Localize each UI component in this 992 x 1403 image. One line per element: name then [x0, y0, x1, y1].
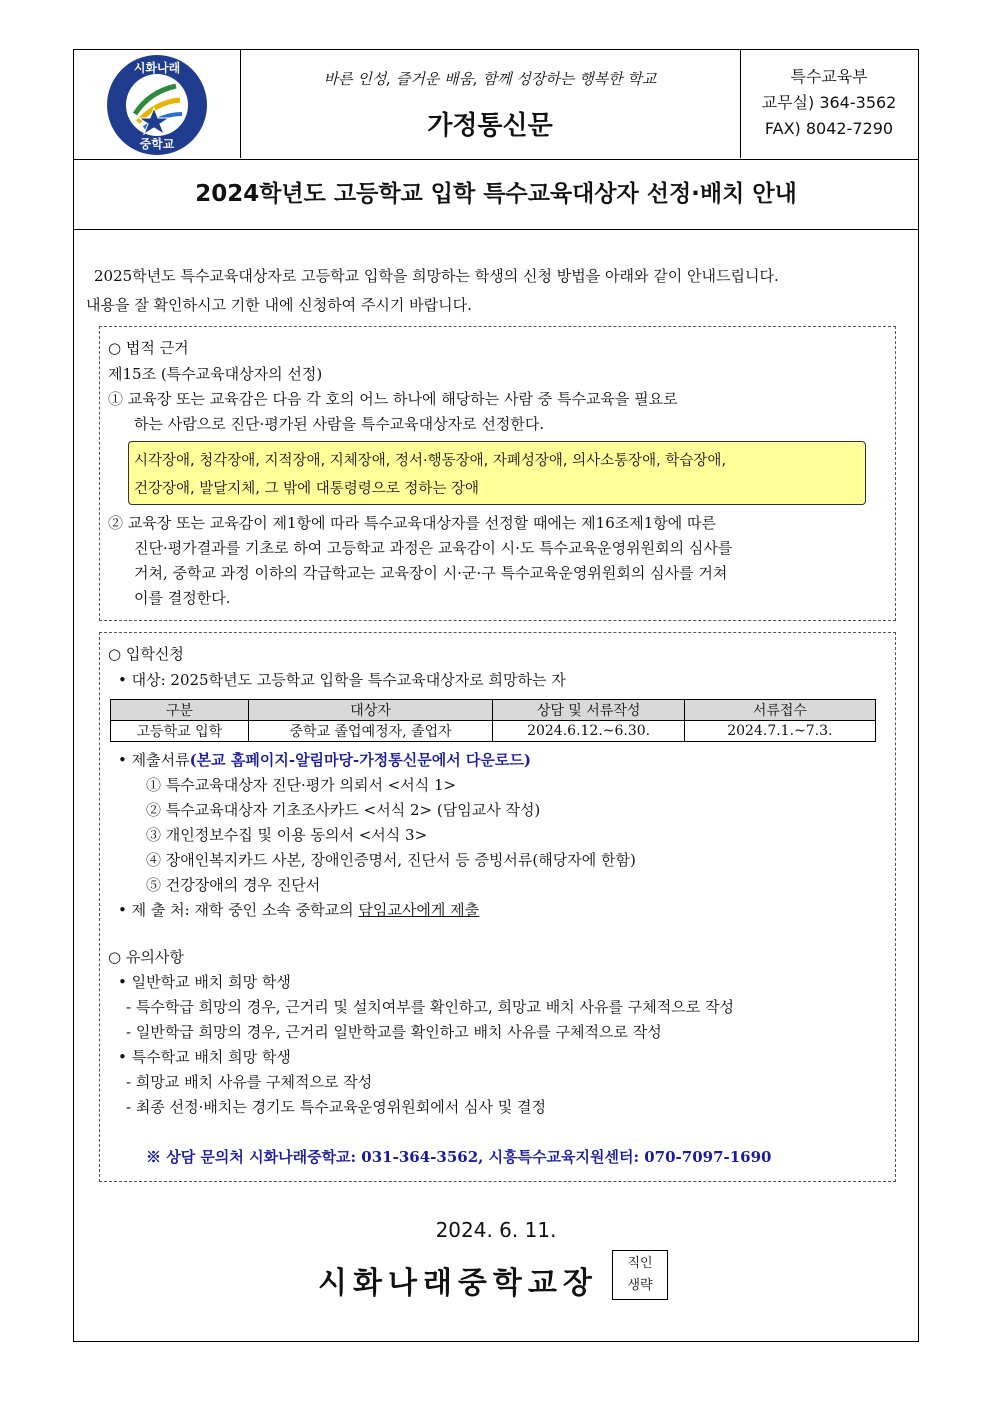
legal-basis-box [99, 326, 896, 621]
table-cell: 2024.6.12.~6.30. [493, 721, 684, 742]
legal-p2-line2: 진단·평가결과를 기초로 하여 고등학교 과정은 교육감이 시·도 특수교육운영위원회의 심사를 [134, 539, 733, 557]
table-cell: 중학교 졸업예정자, 졸업자 [248, 721, 493, 742]
doc-item-2: ② 특수교육대상자 기초조사카드 <서식 2> (담임교사 작성) [146, 801, 541, 819]
header-contact [740, 50, 918, 158]
submit-prefix: • 제 출 처: 재학 중인 소속 중학교의 [118, 901, 359, 919]
table-header-cell: 상담 및 서류작성 [493, 700, 684, 721]
apply-heading: ○ 입학신청 [108, 645, 184, 663]
logo-cell [74, 50, 241, 158]
table-header-cell: 대상자 [248, 700, 493, 721]
document-title: 2024학년도 고등학교 입학 특수교육대상자 선정·배치 안내 [74, 160, 918, 230]
table-cell: 2024.7.1.~7.3. [684, 721, 875, 742]
legal-p1-line1: ① 교육장 또는 교육감은 다음 각 호의 어느 하나에 해당하는 사람 중 특수교육을 필요로 [108, 390, 678, 408]
intro-paragraph [86, 262, 916, 320]
legal-article: 제15조 (특수교육대상자의 선정) [108, 365, 323, 383]
intro-line-2: 내용을 잘 확인하시고 기한 내에 신청하여 주시기 바랍니다. [86, 296, 472, 314]
header-center [240, 50, 741, 158]
doc-item-4: ④ 장애인복지카드 사본, 장애인증명서, 진단서 등 증빙서류(해당자에 한함) [146, 851, 636, 869]
office-phone: 교무실) 364-3562 [761, 93, 897, 112]
newsletter-frame [73, 49, 919, 1342]
notes-special-2: - 최종 선정·배치는 경기도 특수교육운영위원회에서 심사 및 결정 [126, 1098, 546, 1116]
letter-header [74, 50, 918, 160]
issue-date: 2024. 6. 11. [435, 1218, 557, 1242]
legal-p2-line1: ② 교육장 또는 교육감이 제1항에 따라 특수교육대상자를 선정할 때에는 제16조제1항에 따른 [108, 514, 717, 532]
notes-general: • 일반학교 배치 희망 학생 [118, 973, 291, 991]
docs-line [118, 749, 531, 770]
legal-p2-line3: 거쳐, 중학교 과정 이하의 각급학교는 교육장이 시·군·구 특수교육운영위원회의 심사를 거쳐 [134, 564, 728, 582]
docs-label: • 제출서류 [118, 751, 190, 769]
school-motto: 바른 인성, 즐거운 배움, 함께 성장하는 행복한 학교 [323, 70, 657, 88]
principal-signature: 시화나래중학교장 [318, 1266, 598, 1301]
table-header-row [111, 700, 876, 721]
logo-text-top: 시화나래 [133, 61, 181, 75]
logo-text-bottom: 중학교 [139, 137, 175, 151]
fax-number: FAX) 8042-7290 [764, 119, 894, 138]
contact-info: ※ 상담 문의처 시화나래중학교: 031-364-3562, 시흥특수교육지원센터: 070-7097-1690 [146, 1148, 772, 1166]
legal-p2-line4: 이를 결정한다. [134, 589, 231, 607]
table-header-cell: 구분 [111, 700, 249, 721]
doc-item-5: ⑤ 건강장애의 경우 진단서 [146, 876, 321, 894]
stamp-line-2: 생략 [627, 1278, 653, 1293]
notes-general-1: - 특수학급 희망의 경우, 근거리 및 설치여부를 확인하고, 희망교 배치 사유를 구체적으로 작성 [126, 998, 734, 1016]
department: 특수교육부 [790, 67, 868, 86]
table-row [111, 721, 876, 742]
notes-general-2: - 일반학급 희망의 경우, 근거리 일반학교를 확인하고 배치 사유를 구체적으로 작성 [126, 1023, 662, 1041]
doc-item-3: ③ 개인정보수집 및 이용 동의서 <서식 3> [146, 826, 428, 844]
table-cell: 고등학교 입학 [111, 721, 249, 742]
highlight-line-2: 건강장애, 발달지체, 그 밖에 대통령령으로 정하는 장애 [134, 481, 480, 497]
school-logo-icon [104, 52, 210, 158]
legal-p1-line2: 하는 사람으로 진단·평가된 사람을 특수교육대상자로 선정한다. [134, 415, 545, 433]
intro-line-1: 2025학년도 특수교육대상자로 고등학교 입학을 희망하는 학생의 신청 방법을 아래와 같이 안내드립니다. [94, 267, 779, 285]
newsletter-title: 가정통신문 [427, 111, 553, 141]
notes-special-1: - 희망교 배치 사유를 구체적으로 작성 [126, 1073, 373, 1091]
highlight-line-1: 시각장애, 청각장애, 지적장애, 지체장애, 정서·행동장애, 자폐성장애, 의사소통장애, 학습장애, [134, 453, 727, 469]
submit-target: 담임교사에게 제출 [358, 901, 480, 919]
notes-special: • 특수학교 배치 희망 학생 [118, 1048, 291, 1066]
stamp-line-1: 직인 [627, 1256, 653, 1271]
disability-types-highlight [128, 441, 866, 505]
seal-omitted-box [612, 1250, 668, 1300]
docs-download-note: (본교 홈페이지-알림마당-가정통신문에서 다운로드) [189, 751, 531, 769]
apply-target: • 대상: 2025학년도 고등학교 입학을 특수교육대상자로 희망하는 자 [118, 671, 566, 689]
schedule-table [110, 699, 876, 742]
notes-heading: ○ 유의사항 [108, 948, 184, 966]
application-box [99, 632, 896, 1182]
doc-item-1: ① 특수교육대상자 진단·평가 의뢰서 <서식 1> [146, 776, 457, 794]
table-header-cell: 서류접수 [684, 700, 875, 721]
legal-heading: ○ 법적 근거 [108, 339, 189, 357]
submit-line [118, 899, 479, 920]
